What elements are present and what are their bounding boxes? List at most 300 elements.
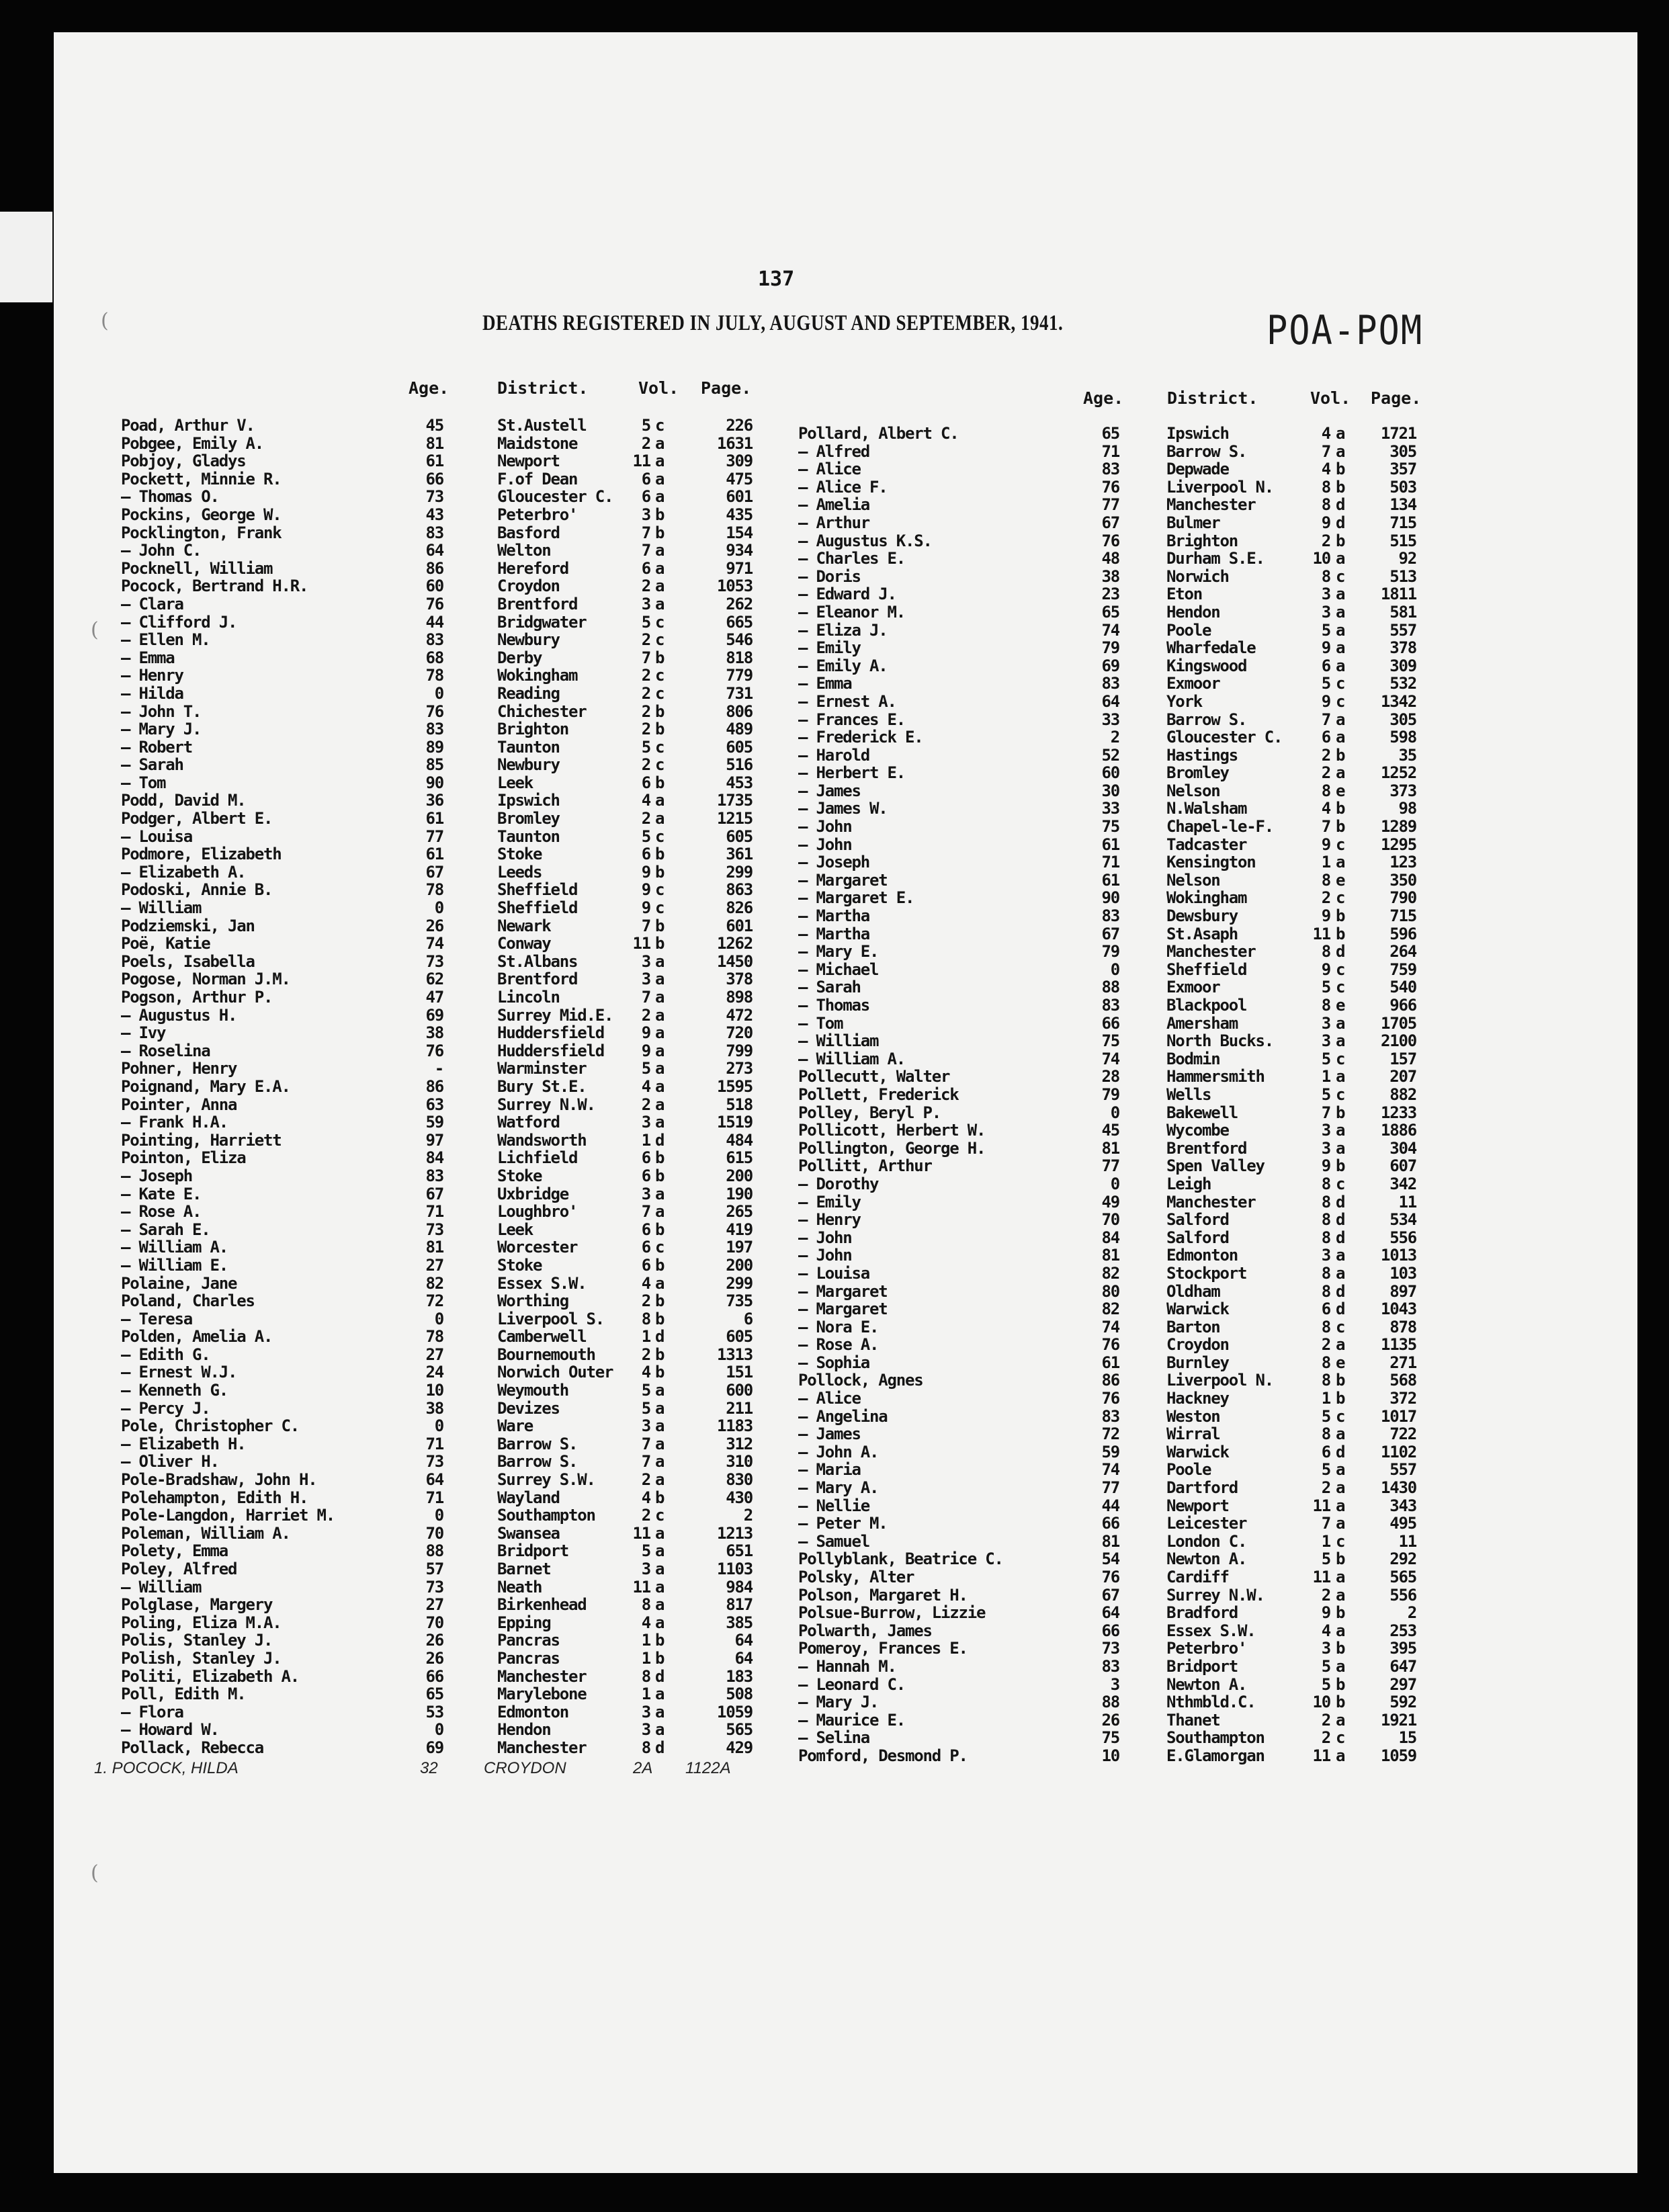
- entry-page: 1886: [1381, 1121, 1416, 1140]
- entry-name: — Flora: [121, 1702, 183, 1721]
- register-entry: [121, 1381, 766, 1400]
- entry-volume: 3: [641, 970, 650, 989]
- left-district-header: District.: [497, 378, 589, 398]
- entry-page: 299: [726, 1273, 753, 1293]
- entry-volume: 7: [1321, 1514, 1330, 1533]
- register-entry: [798, 1425, 1443, 1443]
- entry-volume: 2: [1321, 745, 1330, 765]
- entry-page: 183: [726, 1666, 753, 1686]
- entry-age: 66: [1101, 1013, 1119, 1033]
- entry-page: 897: [1389, 1281, 1416, 1301]
- entry-name: Poll, Edith M.: [121, 1685, 246, 1704]
- entry-district: Neath: [497, 1577, 542, 1597]
- entry-page: 565: [726, 1720, 753, 1740]
- entry-district: Manchester: [1166, 495, 1256, 515]
- entry-name: — Clifford J.: [121, 612, 237, 632]
- register-entry: [798, 1550, 1443, 1568]
- entry-volume: 2: [1321, 1728, 1330, 1748]
- entry-age: 2: [1110, 728, 1119, 747]
- entry-age: 59: [425, 1113, 443, 1132]
- entry-volume-part: d: [1336, 1210, 1345, 1230]
- entry-age: 74: [1101, 1049, 1119, 1068]
- entry-name: — Mary J.: [798, 1693, 879, 1712]
- entry-volume-part: b: [1336, 1674, 1345, 1694]
- entry-name: Polis, Stanley J.: [121, 1631, 273, 1650]
- entry-age: 64: [1101, 1603, 1119, 1623]
- entry-page: 472: [726, 1005, 753, 1025]
- entry-page: 157: [1389, 1049, 1416, 1068]
- entry-volume-part: a: [1336, 1067, 1345, 1087]
- entry-volume: 8: [1321, 1281, 1330, 1301]
- entry-volume-part: d: [655, 1738, 665, 1757]
- entry-name: — Elizabeth H.: [121, 1434, 246, 1453]
- entry-volume-part: a: [1336, 1656, 1345, 1676]
- register-entry: [121, 774, 766, 792]
- entry-district: Tadcaster: [1166, 835, 1247, 854]
- entry-page: 299: [726, 862, 753, 882]
- entry-volume-part: b: [655, 1166, 665, 1185]
- entry-volume: 8: [1321, 566, 1330, 586]
- entry-page: 489: [726, 720, 753, 739]
- entry-name: — Alice: [798, 460, 861, 479]
- entry-age: 36: [425, 791, 443, 810]
- register-entry: [121, 1614, 766, 1632]
- entry-page: 1215: [717, 809, 753, 828]
- entry-age: 66: [425, 469, 443, 488]
- entry-name: — Rose A.: [798, 1335, 879, 1355]
- entry-page: 1183: [717, 1416, 753, 1436]
- entry-volume: 9: [1321, 835, 1330, 854]
- entry-age: 64: [425, 1470, 443, 1490]
- entry-district: Essex S.W.: [1166, 1621, 1256, 1640]
- entry-volume: 8: [1321, 1424, 1330, 1444]
- register-entry: [121, 417, 766, 435]
- entry-volume-part: a: [1336, 1424, 1345, 1444]
- entry-page: 226: [726, 416, 753, 435]
- entry-name: — Thomas O.: [121, 487, 219, 507]
- entry-volume: 5: [641, 1381, 650, 1400]
- register-entry: [798, 1729, 1443, 1747]
- entry-volume: 2: [1321, 1478, 1330, 1498]
- entry-volume-part: a: [655, 1113, 665, 1132]
- register-entry: [121, 1435, 766, 1453]
- entry-page: 830: [726, 1470, 753, 1490]
- entry-age: 10: [425, 1381, 443, 1400]
- entry-volume-part: a: [1336, 1568, 1345, 1586]
- entry-page: 1313: [717, 1345, 753, 1364]
- entry-district: Wells: [1166, 1084, 1211, 1104]
- register-entry: [798, 622, 1443, 640]
- entry-volume: 7: [641, 523, 650, 542]
- entry-name: — Emily A.: [798, 656, 888, 675]
- entry-age: 68: [425, 648, 443, 667]
- entry-district: Peterbro': [1166, 1639, 1247, 1658]
- entry-page: 1135: [1381, 1335, 1416, 1355]
- entry-district: Manchester: [497, 1666, 587, 1686]
- entry-name: — Amelia: [798, 495, 869, 515]
- entry-page: 1252: [1381, 763, 1416, 783]
- entry-district: Brentford: [1166, 1138, 1247, 1158]
- entry-volume-part: a: [1336, 656, 1345, 675]
- entry-name: — Emma: [798, 674, 852, 693]
- entry-age: 82: [425, 1273, 443, 1293]
- entry-district: Barton: [1166, 1317, 1220, 1336]
- register-entry: [798, 907, 1443, 925]
- entry-page: 508: [726, 1685, 753, 1704]
- entry-age: 67: [425, 1184, 443, 1203]
- entry-volume-part: a: [1336, 585, 1345, 604]
- entry-volume-part: a: [655, 1076, 665, 1096]
- entry-volume-part: a: [1336, 1478, 1345, 1498]
- entry-page: 735: [726, 1291, 753, 1311]
- register-entry: [121, 1703, 766, 1721]
- entry-age: 73: [425, 1220, 443, 1239]
- register-entry: [121, 845, 766, 863]
- entry-name: — William A.: [121, 1238, 228, 1257]
- entry-district: Leeds: [497, 862, 542, 882]
- entry-volume: 5: [1321, 1460, 1330, 1480]
- entry-name: — Louisa: [798, 1263, 869, 1283]
- entry-district: Lichfield: [497, 1148, 578, 1168]
- entry-age: 97: [425, 1130, 443, 1150]
- entry-district: Kingswood: [1166, 656, 1247, 675]
- entry-age: 66: [1101, 1621, 1119, 1640]
- entry-volume-part: d: [1336, 1228, 1345, 1247]
- entry-volume: 4: [641, 1613, 650, 1632]
- entry-district: Stoke: [497, 1255, 542, 1275]
- entry-page: 605: [726, 826, 753, 846]
- entry-name: — William: [121, 898, 202, 918]
- entry-page: 372: [1389, 1389, 1416, 1408]
- right-district-header: District.: [1167, 388, 1258, 408]
- register-entry: [121, 1149, 766, 1167]
- entry-volume: 9: [641, 1023, 650, 1043]
- entry-district: Manchester: [1166, 1192, 1256, 1211]
- entry-volume: 11: [632, 1577, 650, 1597]
- register-entry: [798, 1354, 1443, 1372]
- entry-age: 30: [1101, 781, 1119, 800]
- entry-volume: 2: [641, 630, 650, 650]
- entry-page: 430: [726, 1488, 753, 1507]
- entry-district: Amersham: [1166, 1013, 1238, 1033]
- entry-page: 343: [1389, 1496, 1416, 1515]
- entry-district: Surrey S.W.: [497, 1470, 595, 1490]
- entry-page: 546: [726, 630, 753, 650]
- register-entry: [121, 970, 766, 988]
- entry-name: — Hannah M.: [798, 1656, 896, 1676]
- register-entry: [798, 925, 1443, 943]
- entry-volume: 1: [1321, 1389, 1330, 1408]
- entry-volume: 5: [641, 612, 650, 632]
- entry-age: 45: [425, 416, 443, 435]
- entry-name: — Martha: [798, 924, 869, 943]
- entry-age: 90: [1101, 888, 1119, 908]
- entry-district: York: [1166, 691, 1202, 711]
- entry-district: Liverpool N.: [1166, 1371, 1273, 1390]
- entry-district: Camberwell: [497, 1327, 587, 1347]
- entry-name: Pohner, Henry: [121, 1059, 237, 1078]
- register-entry: [121, 435, 766, 453]
- register-entry: [798, 1336, 1443, 1354]
- register-entry: [121, 470, 766, 488]
- entry-name: — Howard W.: [121, 1720, 219, 1740]
- entry-volume-part: a: [1336, 638, 1345, 658]
- entry-page: 540: [1389, 978, 1416, 997]
- entry-district: Reading: [497, 683, 560, 703]
- register-entry: [121, 1167, 766, 1185]
- entry-district: Warminster: [497, 1059, 587, 1078]
- register-entry: [798, 764, 1443, 782]
- entry-name: — Percy J.: [121, 1398, 210, 1418]
- entry-name: — Margaret: [798, 870, 888, 890]
- entry-district: Hereford: [497, 558, 568, 578]
- entry-age: 76: [425, 1041, 443, 1060]
- entry-volume-part: a: [1336, 441, 1345, 461]
- entry-volume: 5: [1321, 1674, 1330, 1694]
- entry-volume-part: a: [655, 1685, 665, 1704]
- entry-volume-part: a: [655, 452, 665, 471]
- entry-age: 78: [425, 880, 443, 900]
- register-entry: [798, 425, 1443, 443]
- entry-name: — Louisa: [121, 826, 192, 846]
- entry-name: Pollecutt, Walter: [798, 1067, 950, 1087]
- entry-volume: 8: [1321, 1210, 1330, 1230]
- register-entry: [798, 1283, 1443, 1301]
- entry-volume: 2: [641, 577, 650, 596]
- entry-volume: 2: [1321, 1710, 1330, 1730]
- register-entry: [121, 1578, 766, 1597]
- entry-page: 1450: [717, 951, 753, 971]
- entry-district: Brentford: [497, 970, 578, 989]
- register-entry: [798, 1050, 1443, 1068]
- entry-district: Leigh: [1166, 1174, 1211, 1193]
- margin-mark: (: [91, 618, 99, 642]
- entry-district: Huddersfield: [497, 1041, 604, 1060]
- right-vol-header: Vol.: [1310, 388, 1351, 408]
- entry-page: 731: [726, 683, 753, 703]
- entry-district: Pancras: [497, 1631, 560, 1650]
- entry-name: — Samuel: [798, 1531, 869, 1551]
- register-entry: [121, 1024, 766, 1042]
- register-entry: [798, 1068, 1443, 1086]
- entry-name: Polwarth, James: [798, 1621, 932, 1640]
- handwritten-age: 32: [420, 1759, 438, 1777]
- entry-page: 799: [726, 1041, 753, 1060]
- entry-page: 361: [726, 845, 753, 864]
- entry-age: 74: [1101, 1317, 1119, 1336]
- entry-district: Poole: [1166, 1460, 1211, 1480]
- entry-volume: 3: [641, 1720, 650, 1740]
- entry-age: 59: [1101, 1442, 1119, 1461]
- entry-page: 342: [1389, 1174, 1416, 1193]
- entry-page: 818: [726, 648, 753, 667]
- entry-name: Pollicott, Herbert W.: [798, 1121, 986, 1140]
- register-entry: [121, 1542, 766, 1560]
- register-entry: [798, 836, 1443, 854]
- entry-name: — John: [798, 1246, 852, 1265]
- register-entry: [121, 1060, 766, 1078]
- entry-volume: 7: [1321, 441, 1330, 461]
- entry-volume: 2: [1321, 1335, 1330, 1355]
- entry-volume: 8: [1321, 1174, 1330, 1193]
- register-entry: [121, 631, 766, 649]
- entry-district: Cardiff: [1166, 1568, 1229, 1586]
- entry-age: 0: [434, 898, 443, 918]
- entry-volume: 4: [1321, 424, 1330, 443]
- register-entry: [121, 1596, 766, 1614]
- register-entry: [121, 649, 766, 667]
- register-entry: [798, 496, 1443, 514]
- entry-age: 83: [425, 1166, 443, 1185]
- entry-volume-part: c: [1336, 1406, 1345, 1426]
- entry-name: Polglase, Margery: [121, 1595, 273, 1615]
- entry-page: 1631: [717, 433, 753, 453]
- entry-page: 378: [1389, 638, 1416, 658]
- entry-district: Sheffield: [1166, 960, 1247, 979]
- entry-volume-part: c: [655, 416, 665, 435]
- entry-age: 75: [1101, 1031, 1119, 1051]
- entry-page: 513: [1389, 566, 1416, 586]
- entry-age: 61: [425, 809, 443, 828]
- entry-volume: 8: [1321, 996, 1330, 1015]
- entry-page: 516: [726, 755, 753, 775]
- entry-volume-part: c: [655, 1506, 665, 1525]
- entry-age: 74: [1101, 1460, 1119, 1480]
- register-entry: [798, 1246, 1443, 1265]
- entry-age: 86: [425, 558, 443, 578]
- entry-name: — Kate E.: [121, 1184, 202, 1203]
- entry-page: 11: [1398, 1531, 1416, 1551]
- entry-volume: 2: [641, 1291, 650, 1311]
- entry-district: Depwade: [1166, 460, 1229, 479]
- register-entry: [121, 1007, 766, 1025]
- entry-page: 557: [1389, 1460, 1416, 1480]
- register-entry: [798, 1497, 1443, 1515]
- entry-district: Stockport: [1166, 1263, 1247, 1283]
- entry-page: 817: [726, 1595, 753, 1615]
- entry-volume: 5: [641, 1541, 650, 1561]
- entry-name: — Margaret: [798, 1300, 888, 1319]
- entry-name: — John: [798, 1228, 852, 1247]
- register-entry: [798, 1443, 1443, 1461]
- entry-volume: 3: [641, 1702, 650, 1721]
- entry-volume: 6: [641, 1148, 650, 1168]
- entry-name: — Henry: [121, 666, 183, 685]
- entry-volume: 1: [641, 1130, 650, 1150]
- entry-volume-part: a: [655, 809, 665, 828]
- entry-age: 75: [1101, 817, 1119, 837]
- entry-age: 0: [434, 683, 443, 703]
- register-entry: [798, 532, 1443, 550]
- entry-district: Bodmin: [1166, 1049, 1220, 1068]
- entry-age: 81: [1101, 1531, 1119, 1551]
- entry-district: Weston: [1166, 1406, 1220, 1426]
- entry-volume: 2: [641, 720, 650, 739]
- entry-age: 75: [1101, 1728, 1119, 1748]
- entry-page: 475: [726, 469, 753, 488]
- entry-district: Ware: [497, 1416, 533, 1436]
- entry-volume-part: b: [655, 1363, 665, 1382]
- entry-district: Uxbridge: [497, 1184, 568, 1203]
- entry-district: Burnley: [1166, 1353, 1229, 1372]
- entry-name: Pointon, Eliza: [121, 1148, 246, 1168]
- entry-volume-part: b: [655, 845, 665, 864]
- entry-district: Barrow S.: [497, 1434, 578, 1453]
- entry-volume: 7: [1321, 817, 1330, 837]
- entry-name: — John C.: [121, 541, 202, 560]
- entry-age: 38: [425, 1023, 443, 1043]
- entry-volume-part: b: [655, 934, 665, 953]
- entry-age: 77: [1101, 1478, 1119, 1498]
- entry-volume-part: b: [1336, 460, 1345, 479]
- entry-name: Polish, Stanley J.: [121, 1648, 282, 1668]
- entry-age: 43: [425, 505, 443, 524]
- entry-age: 57: [425, 1560, 443, 1578]
- entry-volume-part: a: [1336, 1246, 1345, 1265]
- entry-volume: 6: [641, 1238, 650, 1257]
- register-entry: [121, 810, 766, 828]
- register-entry: [121, 1113, 766, 1132]
- entry-name: — Robert: [121, 737, 192, 757]
- entry-volume-part: a: [655, 1095, 665, 1114]
- entry-age: 28: [1101, 1067, 1119, 1087]
- entry-volume: 2: [641, 809, 650, 828]
- entry-page: 309: [1389, 656, 1416, 675]
- register-entry: [121, 863, 766, 882]
- entry-volume: 8: [641, 1738, 650, 1757]
- entry-volume: 8: [1321, 1371, 1330, 1390]
- entry-age: 38: [1101, 566, 1119, 586]
- entry-name: — Sophia: [798, 1353, 869, 1372]
- entry-volume: 5: [1321, 1084, 1330, 1104]
- entry-district: Huddersfield: [497, 1023, 604, 1043]
- entry-volume: 4: [641, 1488, 650, 1507]
- entry-volume: 5: [1321, 674, 1330, 693]
- entry-district: Eton: [1166, 585, 1202, 604]
- entry-page: 568: [1389, 1371, 1416, 1390]
- entry-volume: 4: [641, 1076, 650, 1096]
- entry-age: 61: [1101, 835, 1119, 854]
- entry-volume: 8: [1321, 495, 1330, 515]
- entry-volume-part: a: [655, 1470, 665, 1490]
- entry-volume-part: b: [655, 1488, 665, 1507]
- entry-name: Pointer, Anna: [121, 1095, 237, 1114]
- entry-name: — Hilda: [121, 683, 183, 703]
- register-entry: [798, 800, 1443, 818]
- entry-volume: 11: [632, 1523, 650, 1543]
- entry-volume-part: a: [655, 988, 665, 1007]
- entry-name: Podger, Albert E.: [121, 809, 273, 828]
- entry-district: Wharfedale: [1166, 638, 1256, 658]
- register-entry: [121, 1328, 766, 1346]
- register-entry: [121, 1400, 766, 1418]
- entry-volume-part: b: [1336, 1639, 1345, 1658]
- entry-page: 605: [726, 1327, 753, 1347]
- entry-district: Barrow S.: [1166, 710, 1247, 729]
- entry-volume: 1: [1321, 1531, 1330, 1551]
- entry-district: Warwick: [1166, 1442, 1229, 1461]
- entry-volume: 10: [1312, 549, 1330, 568]
- entry-volume-part: a: [1336, 1621, 1345, 1640]
- entry-age: 79: [1101, 638, 1119, 658]
- register-entry: [798, 961, 1443, 979]
- entry-volume-part: b: [1336, 906, 1345, 926]
- register-entry: [121, 685, 766, 703]
- register-entry: [798, 747, 1443, 765]
- entry-page: 1430: [1381, 1478, 1416, 1498]
- entry-name: Polden, Amelia A.: [121, 1327, 273, 1347]
- entry-volume-part: a: [1336, 549, 1345, 568]
